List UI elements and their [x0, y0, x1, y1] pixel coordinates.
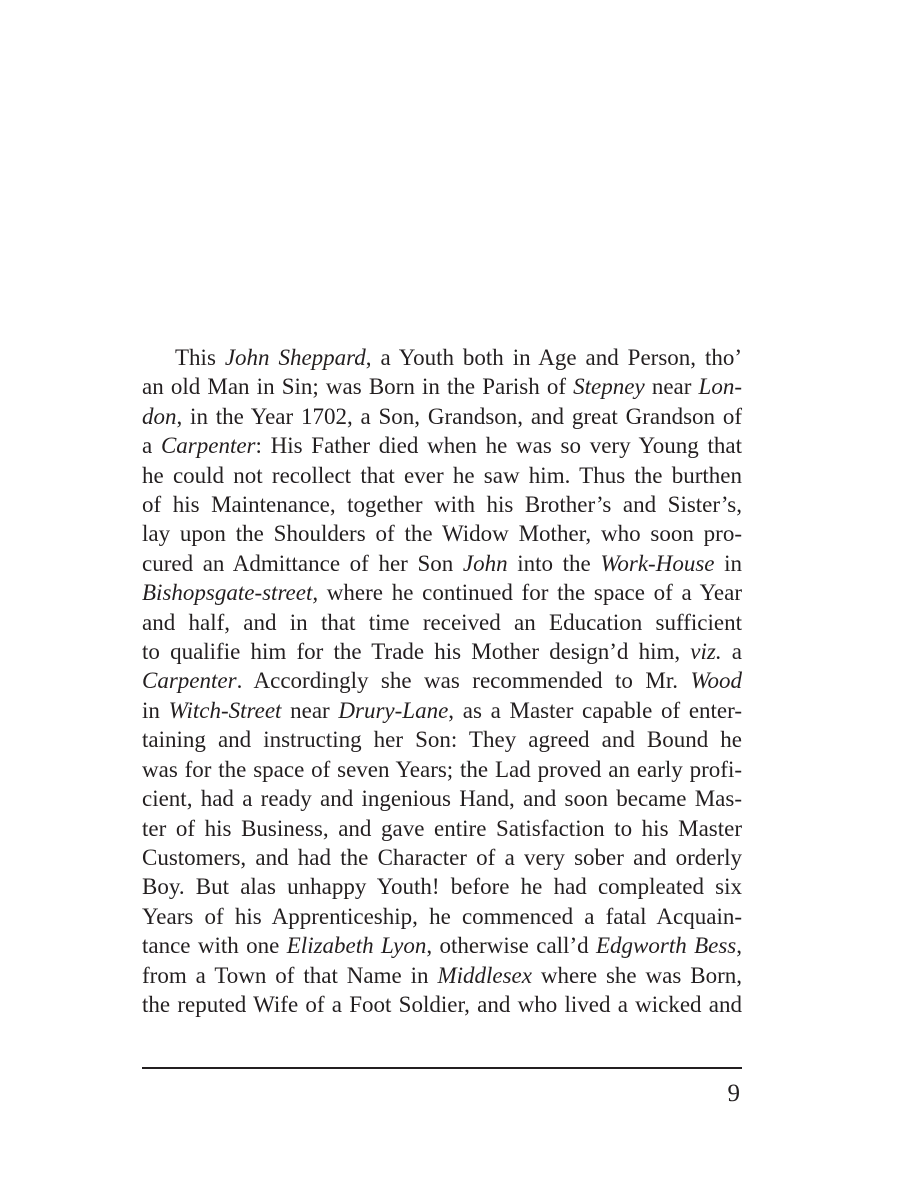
text-line: [142, 637, 742, 666]
italic-text: Bishopsgate-street,: [142, 580, 319, 606]
text-line: [142, 490, 742, 519]
text-run: near: [644, 374, 699, 400]
italic-text: Lon-: [698, 374, 742, 400]
italic-text: Wood: [690, 668, 742, 694]
italic-text: Carpenter: [142, 668, 237, 694]
text-line: [142, 578, 742, 607]
text-run: Years of his Apprenticeship, he commenced a fatal Acquain-: [142, 903, 742, 929]
text-run: ter of his Business, and gave entire Satisfaction to his Master: [142, 815, 742, 841]
italic-text: Carpenter: [160, 433, 256, 459]
text-run: : His Father died when he was so very Young that: [255, 433, 742, 459]
text-line: [142, 843, 742, 872]
text-run: , otherwise call’d: [426, 933, 596, 959]
text-line: [142, 343, 742, 372]
text-run: was for the space of seven Years; the Lad proved an early profi-: [142, 756, 742, 782]
italic-text: John Sheppard: [224, 345, 366, 370]
italic-text: viz.: [690, 639, 722, 665]
italic-text: Work-House: [600, 550, 715, 576]
text-line: [142, 784, 742, 813]
text-line: [142, 725, 742, 754]
text-run: of his Maintenance, together with his Brother’s and Sister’s,: [142, 492, 742, 518]
text-run: lay upon the Shoulders of the Widow Mother, who soon pro-: [142, 521, 742, 547]
text-run: a: [721, 639, 742, 665]
text-line: [142, 961, 742, 990]
text-run: , a Youth both in Age and Person, tho’: [365, 345, 743, 370]
text-line: [142, 431, 742, 460]
text-run: . Accordingly she was recommended to Mr.: [236, 668, 691, 694]
text-run: to qualifie him for the Trade his Mother design’d him,: [142, 639, 691, 665]
text-run: , in the Year 1702, a Son, Grandson, and great Grandson of: [176, 403, 742, 429]
text-line: [142, 608, 742, 637]
italic-text: Edgworth Bess: [595, 933, 737, 959]
text-run: a: [142, 433, 161, 459]
text-line: [142, 931, 742, 960]
text-line: [142, 402, 742, 431]
text-run: Boy. But alas unhappy Youth! before he had compleated six: [142, 874, 742, 900]
text-run: in: [714, 550, 742, 576]
text-run: This: [175, 345, 225, 370]
text-line: [142, 549, 742, 578]
text-line: [142, 666, 742, 695]
italic-text: Elizabeth Lyon: [286, 933, 427, 959]
text-line: [142, 872, 742, 901]
text-run: near: [281, 697, 339, 723]
text-line: [142, 902, 742, 931]
italic-text: Drury-Lane: [338, 697, 449, 723]
italic-text: don: [142, 403, 177, 429]
text-run: the reputed Wife of a Foot Soldier, and who lived a wicked and: [142, 991, 742, 1017]
text-run: where he continued for the space of a Year: [318, 580, 742, 606]
text-line: [142, 814, 742, 843]
body-paragraph: [142, 343, 742, 1019]
text-line: [142, 696, 742, 725]
text-run: an old Man in Sin; was Born in the Parish of: [142, 374, 574, 400]
text-run: he could not recollect that ever he saw him. Thus the burthen: [142, 462, 742, 488]
text-run: cured an Admittance of her Son: [142, 550, 463, 576]
italic-text: Stepney: [573, 374, 645, 400]
text-run: in: [142, 697, 169, 723]
text-run: cient, had a ready and ingenious Hand, and soon became Mas-: [142, 786, 742, 812]
text-line: [142, 755, 742, 784]
footer-rule: [142, 1067, 742, 1069]
text-run: Customers, and had the Character of a very sober and orderly: [142, 844, 742, 870]
text-line: [142, 372, 742, 401]
page-number: 9: [727, 1080, 740, 1107]
text-run: tance with one: [142, 933, 287, 959]
text-line: [142, 990, 742, 1019]
text-run: into the: [507, 550, 601, 576]
text-run: , as a Master capable of enter-: [448, 697, 742, 723]
text-line: [142, 461, 742, 490]
text-run: from a Town of that Name in: [142, 962, 438, 988]
text-run: where she was Born,: [531, 962, 742, 988]
text-line: [142, 519, 742, 548]
text-run: taining and instructing her Son: They agreed and Bound he: [142, 727, 742, 753]
text-run: ,: [736, 933, 742, 959]
text-run: and half, and in that time received an Education sufficient: [142, 609, 742, 635]
italic-text: Middlesex: [437, 962, 532, 988]
italic-text: Witch-Street: [168, 697, 282, 723]
italic-text: John: [462, 550, 508, 576]
